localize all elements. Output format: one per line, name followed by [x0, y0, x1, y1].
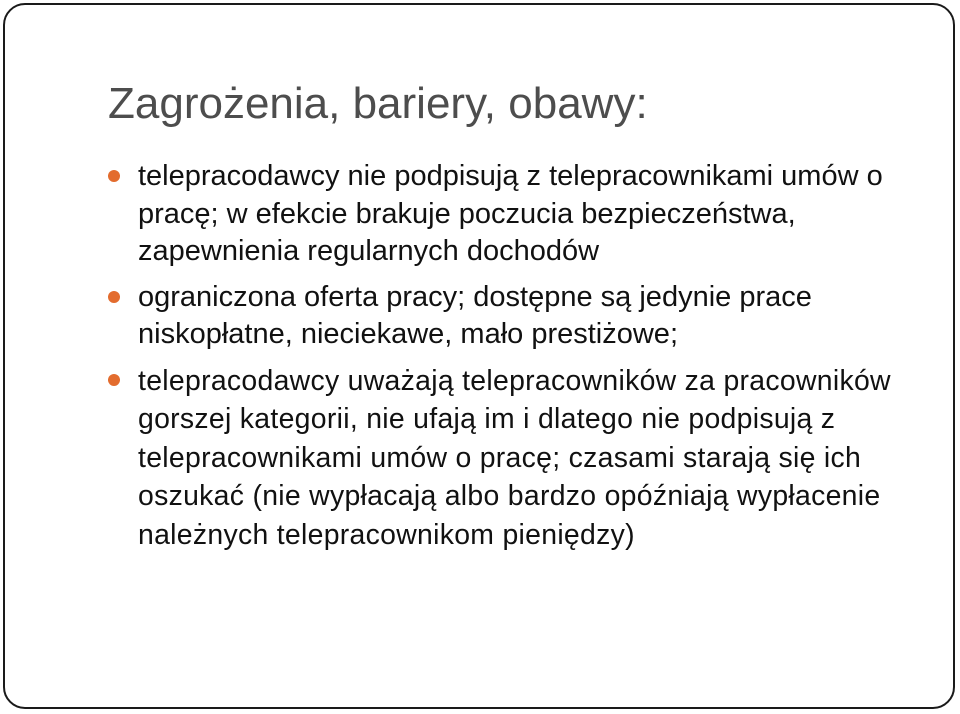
bullet-text: ograniczona oferta pracy; dostępne są jedynie prace niskopłatne, nieciekawe, mało prestiżowe;	[138, 280, 812, 350]
bullet-text: telepracodawcy nie podpisują z telepracownikami umów o pracę; w efekcie brakuje poczucia bezpieczeństwa, zapewnienia regularnych dochodów	[138, 160, 883, 267]
list-item	[108, 362, 928, 555]
bullet-text: telepracodawcy uważają telepracowników za pracowników gorszej kategorii, nie ufają im i dlatego nie podpisują z telepracownikami umów o pracę; czasami starają się ich oszukać (nie wypłacają albo bardzo opóźniają wypłacenie należnych telepracownikom pieniędzy)	[138, 364, 891, 551]
list-item	[108, 279, 928, 354]
bullet-dot-icon	[108, 291, 120, 303]
slide-frame	[3, 3, 955, 709]
bullet-list	[108, 158, 928, 554]
bullet-dot-icon	[108, 170, 120, 182]
slide-title: Zagrożenia, bariery, obawy:	[108, 79, 648, 128]
bullet-dot-icon	[108, 374, 120, 386]
list-item	[108, 158, 928, 271]
